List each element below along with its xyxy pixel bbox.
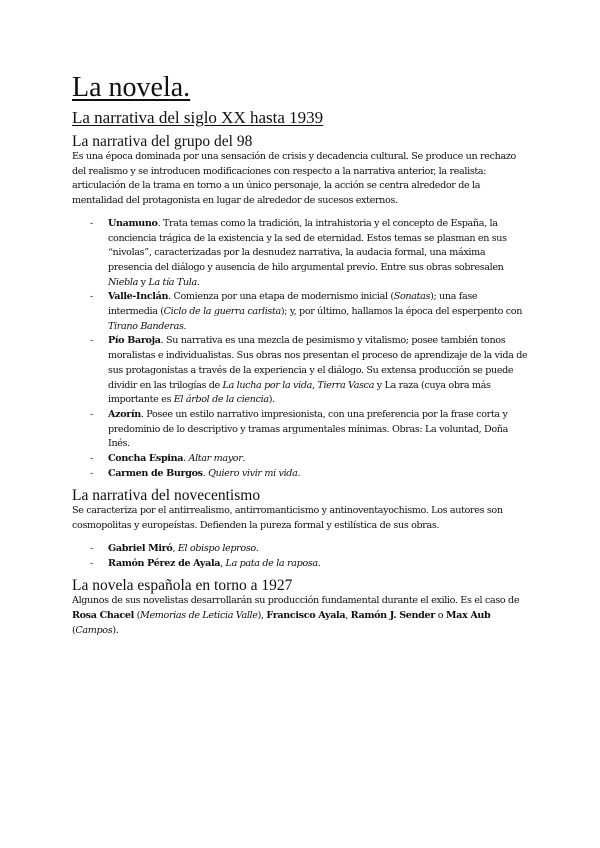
bold-text: Ramón J. Sender [350,609,435,621]
author-list [72,542,528,571]
list-item [72,542,528,557]
bullet-dash: - [90,557,93,569]
text-run: , [172,542,178,554]
bullet-dash: - [90,217,93,229]
text-run: . Su narrativa es una mezcla de pesimismo y vitalismo; posee también tonos moralistas e individualistas. Sus obras nos presentan el proceso de aprendizaje de la vida de sus protagonistas a través de la experiencia y el diálogo. Su extensa producción se puede dividir en las trilogías de [108,335,528,391]
list-item [72,467,528,482]
list-item [72,290,528,334]
text-run: . [202,467,209,479]
author-name: Valle-Inclán [108,291,169,303]
text-run: o [435,609,446,621]
text-run: ); una fase intermedia ( [108,291,478,318]
list-item [72,408,528,452]
text-run: . [183,453,189,465]
text-run: y [137,276,149,288]
author-name: Pío Baroja [108,335,161,347]
section-novela-1927 [72,577,528,638]
bullet-dash: - [90,335,93,347]
text-run: , [312,379,318,391]
text-run: . [297,467,301,479]
italic-title: Memorias de Leticia Valle [140,609,258,621]
document-title: La novela. [72,72,191,103]
text-run: , [345,609,351,621]
section-heading: La novela española en torno a 1927 [72,577,293,595]
italic-title: Altar mayor [188,453,243,465]
italic-title: Ciclo de la guerra carlista [163,306,281,318]
italic-title: Tierra Vasca [317,379,375,391]
italic-title: El árbol de la ciencia [173,394,269,406]
section-novecentismo [72,487,528,571]
text-run: . [196,276,200,288]
text-run: . [255,542,259,554]
list-item [72,334,528,408]
text-run: . [183,320,187,332]
italic-title: Tirano Banderas [108,320,184,332]
section-paragraph: Es una época dominada por una sensación de crisis y decadencia cultural. Se produce un rechazo del realismo y se introducen modificaciones con respecto a la narrativa anterior, la realista: articulación de la trama en torno a un único personaje, la acción se centra alrededor de la mentalidad del protagonista en lugar de alrededor de sucesos externos. [72,151,516,207]
list-item [72,557,528,572]
text-run: y La raza (cuya obra más importante es [108,379,491,406]
text-run: , [220,557,226,569]
bold-text: Francisco Ayala [266,609,346,621]
italic-title: Sonatas [393,291,431,303]
bullet-dash: - [90,408,93,420]
section-paragraph: Se caracteriza por el antirrealismo, antirromanticismo y antinoventayochismo. Los autores son cosmopolitas y europeístas. Defienden la pureza formal y estilística de sus obras. [72,505,503,532]
text-run: . Comienza por una etapa de modernismo inicial ( [168,291,394,303]
bold-text: Rosa Chacel [72,609,134,621]
italic-title: Niebla [108,276,138,288]
text-run: ( [133,609,140,621]
text-run: Algunos de sus novelistas desarrollarán su producción fundamental durante el exilio. Es el caso de [72,595,520,607]
author-name: Gabriel Miró [108,542,173,554]
text-run: ); y, por último, hallamos la época del esperpento con [280,306,523,318]
text-run: ). [268,394,275,406]
bullet-dash: - [90,291,93,303]
author-name: Ramón Pérez de Ayala [108,557,221,569]
text-run: . [242,453,246,465]
document-subtitle: La narrativa del siglo XX hasta 1939 [72,108,324,127]
italic-title: La pata de la raposa [225,557,318,569]
italic-title: Campos [75,624,113,636]
italic-title: El obispo leproso [177,542,256,554]
section-heading: La narrativa del grupo del 98 [72,133,253,150]
text-run: ( [72,624,76,636]
text-run: . Trata temas como la tradición, la intrahistoria y el concepto de España, la conciencia trágica de la existencia y la sed de eternidad. Estos temas se plasman en sus “nivolas”, caracterizadas por la desnudez narrativa, la audacia formal, una máxima presencia del diálogo y ausencia de hilo argumental previo. Entre sus obras sobresalen [108,217,507,273]
text-run: . Posee un estilo narrativo impresionista, con una preferencia por la frase corta y predominio de lo descriptivo y tramas argumentales mínimas. Obras: La voluntad, Doña Inés. [108,408,509,450]
bullet-dash: - [90,453,93,465]
text-run: . [317,557,321,569]
text-run: ). [112,624,119,636]
list-item [72,452,528,467]
italic-title: Quiero vivir mi vida [208,467,298,479]
section-grupo-98 [72,133,528,481]
italic-title: La lucha por la vida [222,379,312,391]
author-name: Carmen de Burgos [108,467,203,479]
bullet-dash: - [90,467,93,479]
bold-text: Max Aub [445,609,491,621]
list-item [72,217,528,291]
author-name: Azorín [108,408,141,420]
author-name: Concha Espina [108,453,184,465]
bullet-dash: - [90,542,93,554]
italic-title: La tía Tula [148,276,197,288]
text-run: ), [257,609,267,621]
section-paragraph [72,594,528,638]
author-name: Unamuno [108,217,158,229]
document-content [72,72,528,638]
author-list [72,217,528,482]
section-heading: La narrativa del novecentismo [72,487,261,505]
